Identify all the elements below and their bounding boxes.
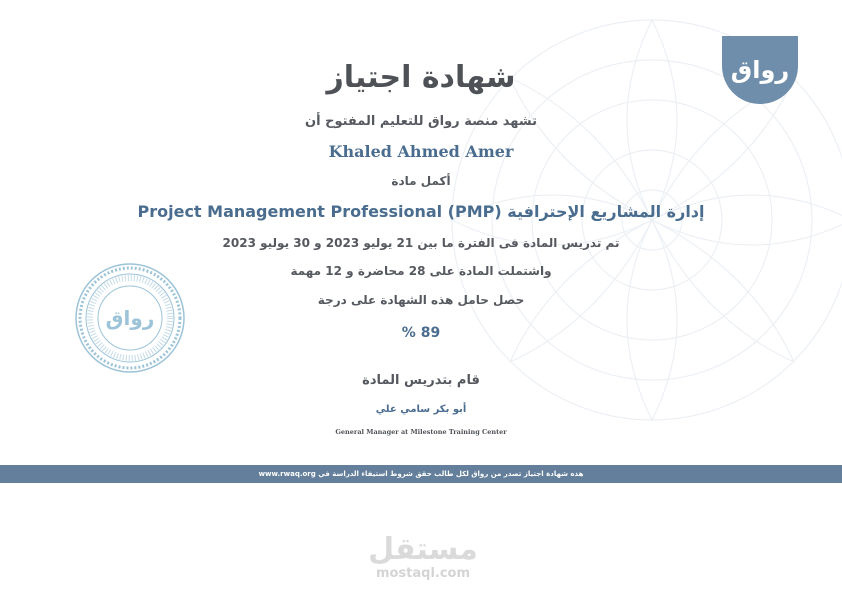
watermark-latin: mostaql.com [375,566,471,581]
instructor-role: General Manager at Milestone Training Center [335,428,507,436]
footer-bar [0,465,842,483]
completed-label: أكمل مادة [391,174,451,188]
footer-text: هذه شهادة اجتياز تصدر من رواق لكل طالب حقق شروط استيفاء الدراسة في www.rwaq.org [258,470,584,478]
intro-text: تشهد منصة رواق للتعليم المفتوح أن [305,114,537,129]
recipient-name: Khaled Ahmed Amer [328,142,514,161]
course-title: إدارة المشاريع الإحترافية (PMP) Project Management Professional [137,202,705,221]
certificate-title: شهادة اجتياز [326,60,516,95]
instructor-name: أبو بكر سامي علي [375,404,467,415]
course-content: واشتملت المادة على 28 محاضرة و 12 مهمة [290,264,552,278]
course-dates: تم تدريس المادة فى الفترة ما بين 21 يوليو 2023 و 30 يوليو 2023 [222,236,620,250]
watermark-arabic: مستقل [368,532,478,567]
seal-stamp-icon [74,262,186,374]
logo-text: رواق [730,56,790,84]
grade-label: حصل حامل هذه الشهادة على درجة [317,293,525,307]
instructor-label: قام بتدريس المادة [362,373,480,388]
grade-value: 89 % [401,325,441,341]
seal-text: رواق [105,306,155,330]
mostaql-watermark [368,533,478,581]
